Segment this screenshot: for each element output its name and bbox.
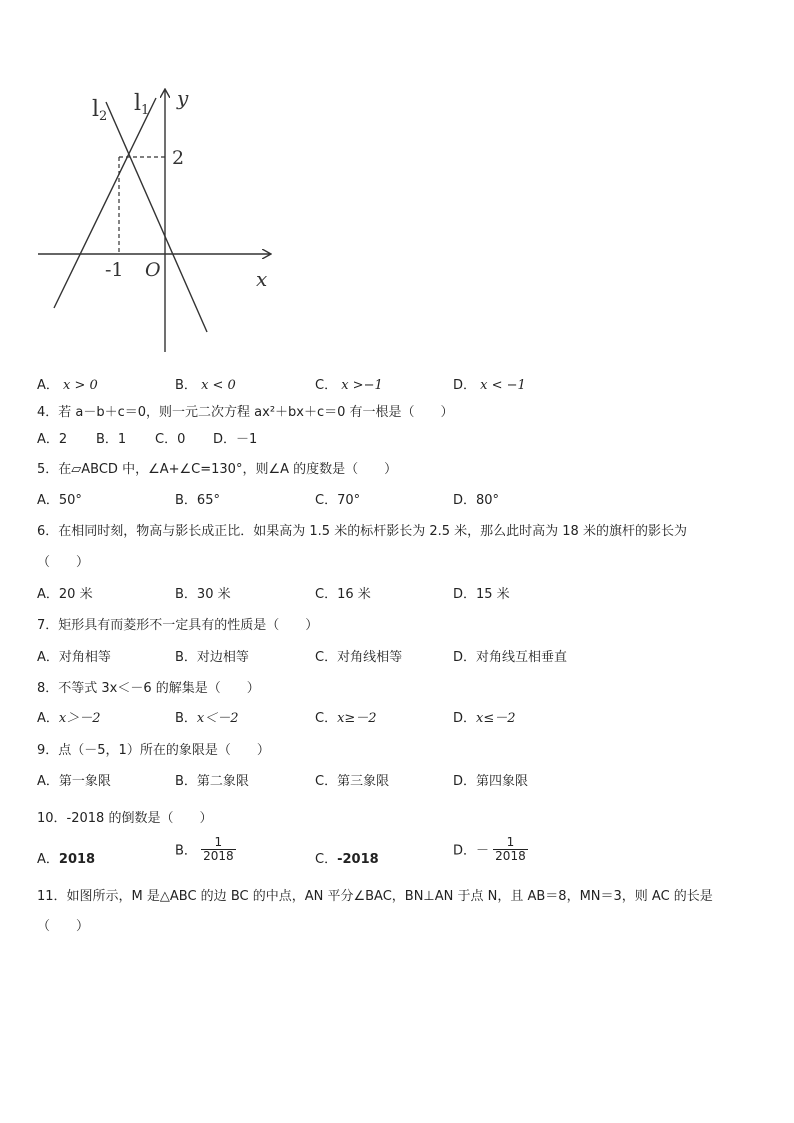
q4-option-a: A．2 bbox=[37, 432, 68, 447]
q7-stem: 7．矩形具有而菱形不一定具有的性质是（ ） bbox=[37, 618, 319, 633]
line-l2 bbox=[106, 102, 207, 332]
q8-stem: 8．不等式 3x＜－6 的解集是（ ） bbox=[37, 681, 260, 696]
q5-option-b: B．65° bbox=[175, 493, 220, 508]
q11-stem-line2: （ ） bbox=[37, 919, 90, 934]
q10-option-d: D．－ $\frac{1}{2018}$ bbox=[453, 835, 526, 863]
q9-option-d: D．第四象限 bbox=[453, 774, 529, 789]
q5-option-a: A．50° bbox=[37, 493, 82, 508]
q10-b-fraction bbox=[201, 836, 236, 862]
q9-option-a: A．第一象限 bbox=[37, 774, 111, 789]
q10-option-c: C．-2018 bbox=[315, 852, 379, 867]
q8-option-a: A．x＞－2 bbox=[37, 711, 101, 726]
q6-option-a: A．20 米 bbox=[37, 587, 93, 602]
label-origin: O bbox=[145, 259, 161, 281]
q3-option-c: C． x >−1 bbox=[315, 378, 383, 393]
label-2: 2 bbox=[172, 147, 185, 169]
q10-b-numerator: 1 bbox=[214, 835, 223, 849]
q4-option-c: C．0 bbox=[155, 432, 186, 447]
q5-option-c: C．70° bbox=[315, 493, 361, 508]
label-l2: l2 bbox=[92, 97, 108, 124]
q3-option-a: A． x > 0 bbox=[37, 378, 98, 393]
q5-stem: 5．在▱ABCD 中，∠A+∠C=130°，则∠A 的度数是（ ） bbox=[37, 462, 398, 477]
q7-option-d: D．对角线互相垂直 bbox=[453, 650, 568, 665]
q10-option-a: A．2018 bbox=[37, 852, 96, 867]
label-x: x bbox=[256, 267, 268, 291]
q10-option-b: B． $\frac{1}{2018}$ bbox=[175, 835, 234, 863]
q5-option-d: D．80° bbox=[453, 493, 500, 508]
label-y: y bbox=[177, 86, 189, 110]
q7-option-b: B．对边相等 bbox=[175, 650, 249, 665]
q4-option-b: B．1 bbox=[96, 432, 127, 447]
q6-stem-line2: （ ） bbox=[37, 555, 90, 570]
q3-option-d: D． x < −1 bbox=[453, 378, 526, 393]
q9-option-b: B．第二象限 bbox=[175, 774, 249, 789]
q11-stem-line1: 11．如图所示，M 是△ABC 的边 BC 的中点，AN 平分∠BAC，BN⊥AN 于点 N，且 AB＝8，MN＝3，则 AC 的长是 bbox=[37, 889, 713, 904]
label-l1: l1 bbox=[134, 91, 150, 118]
q10-d-denominator: 2018 bbox=[495, 848, 526, 863]
q4-stem: 4．若 a－b＋c＝0，则一元二次方程 ax²＋bx＋c＝0 有一根是（ ） bbox=[37, 405, 454, 420]
q10-stem: 10．-2018 的倒数是（ ） bbox=[37, 811, 213, 826]
q10-d-fraction bbox=[493, 836, 528, 862]
q6-option-d: D．15 米 bbox=[453, 587, 510, 602]
graph-figure bbox=[30, 80, 280, 360]
q6-option-b: B．30 米 bbox=[175, 587, 231, 602]
q6-stem-line1: 6．在相同时刻，物高与影长成正比．如果高为 1.5 米的标杆影长为 2.5 米，那么此时高为 18 米的旗杆的影长为 bbox=[37, 524, 687, 539]
q7-option-c: C．对角线相等 bbox=[315, 650, 403, 665]
q8-option-c: C．x≥－2 bbox=[315, 711, 377, 726]
q10-b-denominator: 2018 bbox=[203, 848, 234, 863]
q10-d-numerator: 1 bbox=[506, 835, 515, 849]
q8-option-d: D．x≤－2 bbox=[453, 711, 516, 726]
q6-option-c: C．16 米 bbox=[315, 587, 371, 602]
label-neg1: -1 bbox=[105, 259, 124, 281]
q8-option-b: B．x＜－2 bbox=[175, 711, 239, 726]
q9-option-c: C．第三象限 bbox=[315, 774, 390, 789]
q9-stem: 9．点（－5，1）所在的象限是（ ） bbox=[37, 743, 270, 758]
q7-option-a: A．对角相等 bbox=[37, 650, 111, 665]
q4-option-d: D．－1 bbox=[213, 432, 258, 447]
q3-option-b: B． x < 0 bbox=[175, 378, 236, 393]
